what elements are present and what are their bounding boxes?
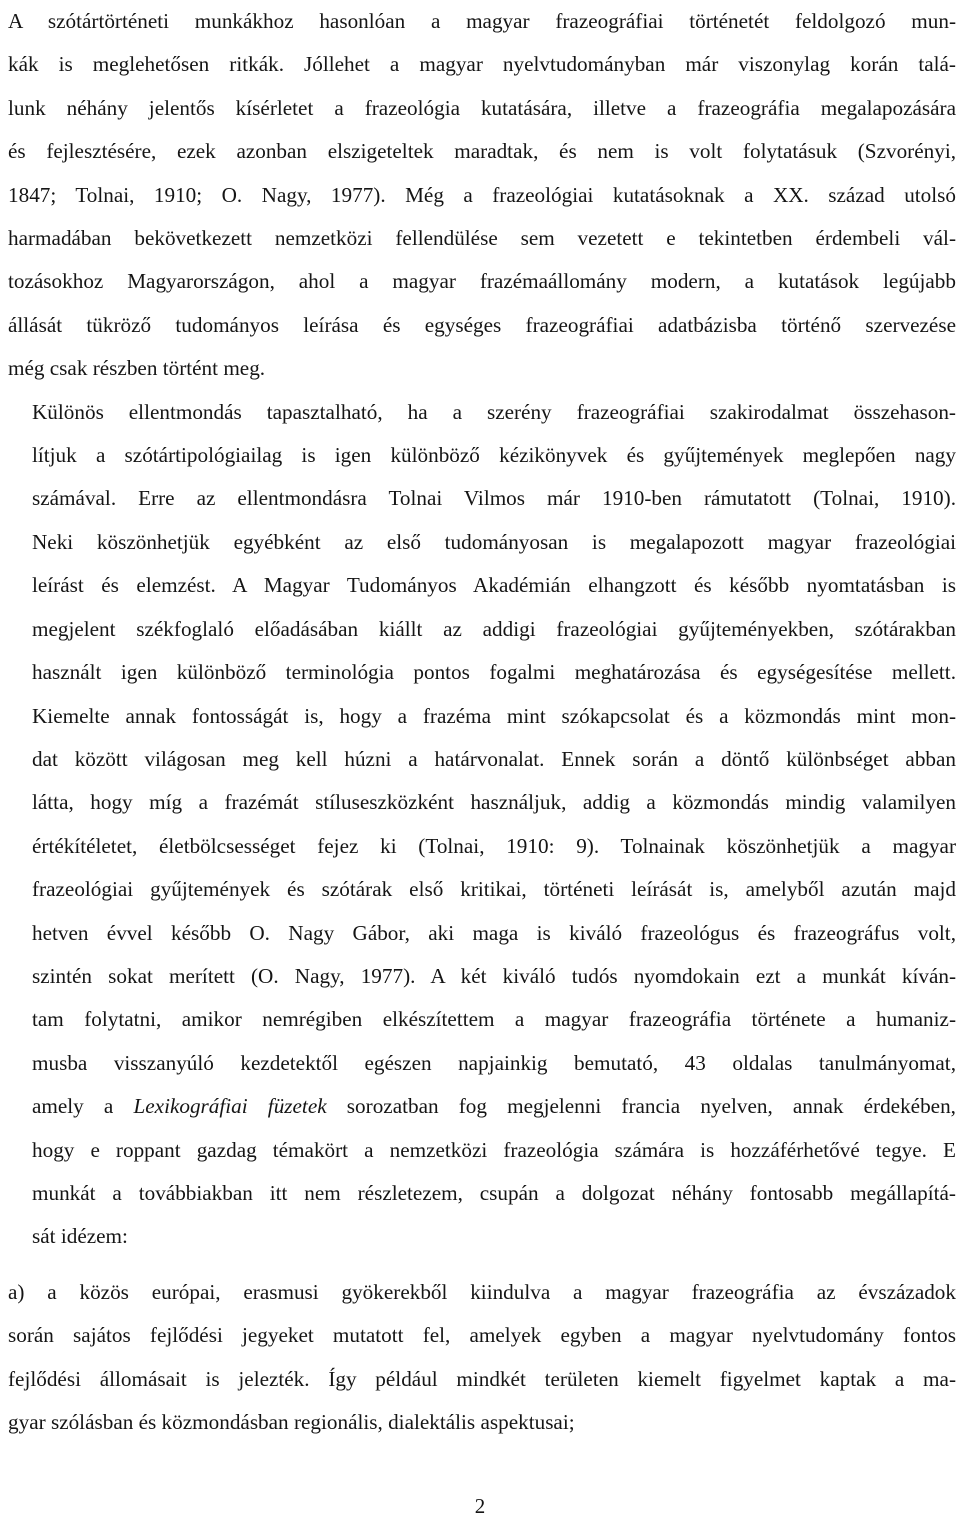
text-line: lítjuk a szótártipológiailag is igen különböző kézikönyvek és gyűjtemények meglepően nagy <box>32 443 956 468</box>
text-line: során sajátos fejlődési jegyeket mutatott fel, amelyek egyben a magyar nyelvtudomány fontos <box>8 1323 956 1348</box>
text-line: hogy e roppant gazdag témakört a nemzetközi frazeológia számára is hozzáférhetővé tegye. E <box>32 1137 956 1162</box>
text-line: tam folytatni, amikor nemrégiben elkészítettem a magyar frazeográfia története a humaniz- <box>32 1007 956 1032</box>
text-line: értékítéletet, életbölcsességet fejez ki (Tolnai, 1910: 9). Tolnainak köszönhetjük a magyar <box>32 833 956 858</box>
text-line: megjelent székfoglaló előadásában kiállt az addigi frazeológiai gyűjteményekben, szótárakban <box>32 616 956 641</box>
text-line: harmadában bekövetkezett nemzetközi fellendülése sem vezetett e tekintetben érdembeli vál- <box>8 226 956 251</box>
text-line: leírást és elemzést. A Magyar Tudományos Akadémián elhangzott és később nyomtatásban is <box>32 573 956 598</box>
text-segment: sorozatban fog megjelenni francia nyelven, annak érdekében, <box>326 1094 956 1119</box>
text-line: gyar szólásban és közmondásban regionális, dialektális aspektusai; <box>8 1410 575 1434</box>
text-line: állását tükröző tudományos leírása és egységes frazeográfiai adatbázisba történő szervezése <box>8 312 956 337</box>
text-line: fejlődési állomásait is jelezték. Így például mindkét területen kiemelt figyelmet kaptak a ma- <box>8 1366 956 1391</box>
text-line: a) a közös európai, erasmusi gyökerekből kiindulva a magyar frazeográfia az évszázadok <box>8 1279 956 1304</box>
list-item-a <box>8 1271 956 1445</box>
paragraph-tolnai <box>8 391 956 1259</box>
text-line: Kiemelte annak fontosságát is, hogy a frazéma mint szókapcsolat és a közmondás mint mon- <box>32 703 956 728</box>
text-line: kák is meglehetősen ritkák. Jóllehet a magyar nyelvtudományban már viszonylag korán talá- <box>8 52 956 77</box>
text-segment: amely a <box>32 1094 134 1119</box>
text-line: szintén sokat merített (O. Nagy, 1977). A két kiváló tudós nyomdokain ezt a munkát kíván- <box>32 963 956 988</box>
text-line: látta, hogy míg a frazémát stíluseszközként használjuk, addig a közmondás mindig valamilyen <box>32 790 956 815</box>
text-line: hetven évvel később O. Nagy Gábor, aki maga is kiváló frazeológus és frazeográfus volt, <box>32 920 956 945</box>
text-line: sát idézem: <box>32 1224 128 1249</box>
text-line: Neki köszönhetjük egyébként az első tudományosan is megalapozott magyar frazeológiai <box>32 529 956 554</box>
paragraph-intro <box>8 0 956 391</box>
text-line: Különös ellentmondás tapasztalható, ha a szerény frazeográfiai szakirodalmat összehason- <box>32 399 956 424</box>
text-line: musba visszanyúló kezdetektől egészen napjainkig bemutató, 43 oldalas tanulmányomat, <box>32 1050 956 1075</box>
document-body <box>8 0 956 1444</box>
text-line: frazeológiai gyűjtemények és szótárak első kritikai, történeti leírását is, amelyből azután majd <box>32 877 956 902</box>
text-line: 1847; Tolnai, 1910; O. Nagy, 1977). Még a frazeológiai kutatásoknak a XX. század utolsó <box>8 182 956 207</box>
series-title: Lexikográfiai füzetek <box>133 1094 327 1119</box>
text-line: A szótártörténeti munkákhoz hasonlóan a magyar frazeográfiai történetét feldolgozó mun- <box>8 9 956 33</box>
text-line: és fejlesztésére, ezek azonban elszigeteltek maradtak, és nem is volt folytatásuk (Szvorényi, <box>8 139 956 164</box>
text-line: tozásokhoz Magyarországon, ahol a magyar frazémaállomány modern, a kutatások legújabb <box>8 269 956 294</box>
text-line: számával. Erre az ellentmondásra Tolnai Vilmos már 1910-ben rámutatott (Tolnai, 1910). <box>32 486 956 511</box>
text-line: még csak részben történt meg. <box>8 356 266 381</box>
text-line: lunk néhány jelentős kísérletet a frazeológia kutatására, illetve a frazeográfia megalapozására <box>8 95 956 120</box>
text-line: dat között világosan meg kell húzni a határvonalat. Ennek során a döntő különbséget abban <box>32 746 956 771</box>
text-line: munkát a továbbiakban itt nem részletezem, csupán a dolgozat néhány fontosabb megállapítá- <box>32 1180 956 1205</box>
page-number: 2 <box>474 1494 486 1518</box>
text-line: használt igen különböző terminológia pontos fogalmi meghatározása és egységesítése mellett. <box>32 660 956 685</box>
text-line-with-title <box>8 1085 956 1128</box>
